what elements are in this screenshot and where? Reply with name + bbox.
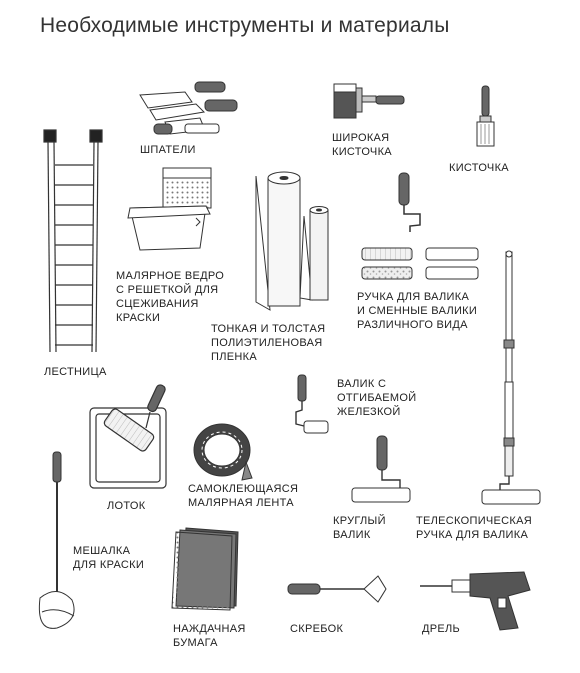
round-roller-illustration: [352, 436, 410, 502]
tape-illustration: [194, 424, 252, 480]
bucket-illustration: [128, 168, 211, 250]
label-drill: ДРЕЛЬ: [422, 623, 461, 635]
label-bent-roller: ВАЛИК С ОТГИБАЕМОЙ ЖЕЛЕЗКОЙ: [337, 378, 417, 418]
wide-brush-illustration: [334, 84, 404, 118]
label-ladder: ЛЕСТНИЦА: [44, 366, 107, 378]
telescopic-handle-illustration: [482, 251, 540, 504]
label-telescopic: ТЕЛЕСКОПИЧЕСКАЯ РУЧКА ДЛЯ ВАЛИКА: [416, 515, 533, 541]
label-brush: КИСТОЧКА: [449, 162, 509, 174]
label-scraper: СКРЕБОК: [290, 623, 344, 635]
mixer-illustration: [39, 452, 74, 628]
tray-illustration: [90, 384, 166, 488]
label-roller-handle: РУЧКА ДЛЯ ВАЛИКА И СМЕННЫЕ ВАЛИКИ РАЗЛИЧНОГО ВИДА: [357, 291, 478, 331]
label-film: ТОНКАЯ И ТОЛСТАЯ ПОЛИЭТИЛЕНОВАЯ ПЛЕНКА: [211, 323, 326, 363]
label-mixer: МЕШАЛКА ДЛЯ КРАСКИ: [73, 545, 145, 571]
label-tray: ЛОТОК: [107, 500, 146, 512]
scraper-illustration: [288, 576, 386, 602]
label-tape: САМОКЛЕЮЩАЯСЯ МАЛЯРНАЯ ЛЕНТА: [188, 483, 299, 509]
brush-illustration: [477, 86, 494, 146]
page-title: Необходимые инструменты и материалы: [40, 14, 450, 37]
spatulas-illustration: [140, 82, 237, 134]
label-round-roller: КРУГЛЫЙ ВАЛИК: [333, 515, 386, 541]
ladder-illustration: [44, 130, 102, 352]
label-sandpaper: НАЖДАЧНАЯ БУМАГА: [173, 623, 246, 649]
film-illustration: [256, 172, 328, 310]
sandpaper-illustration: [172, 528, 238, 610]
label-bucket: МАЛЯРНОЕ ВЕДРО С РЕШЕТКОЙ ДЛЯ СЦЕЖИВАНИЯ КРАСКИ: [116, 270, 225, 324]
label-wide-brush: ШИРОКАЯ КИСТОЧКА: [332, 132, 392, 158]
bent-roller-illustration: [296, 375, 328, 433]
roller-handle-illustration: [362, 173, 478, 279]
label-spatulas: ШПАТЕЛИ: [140, 144, 196, 156]
